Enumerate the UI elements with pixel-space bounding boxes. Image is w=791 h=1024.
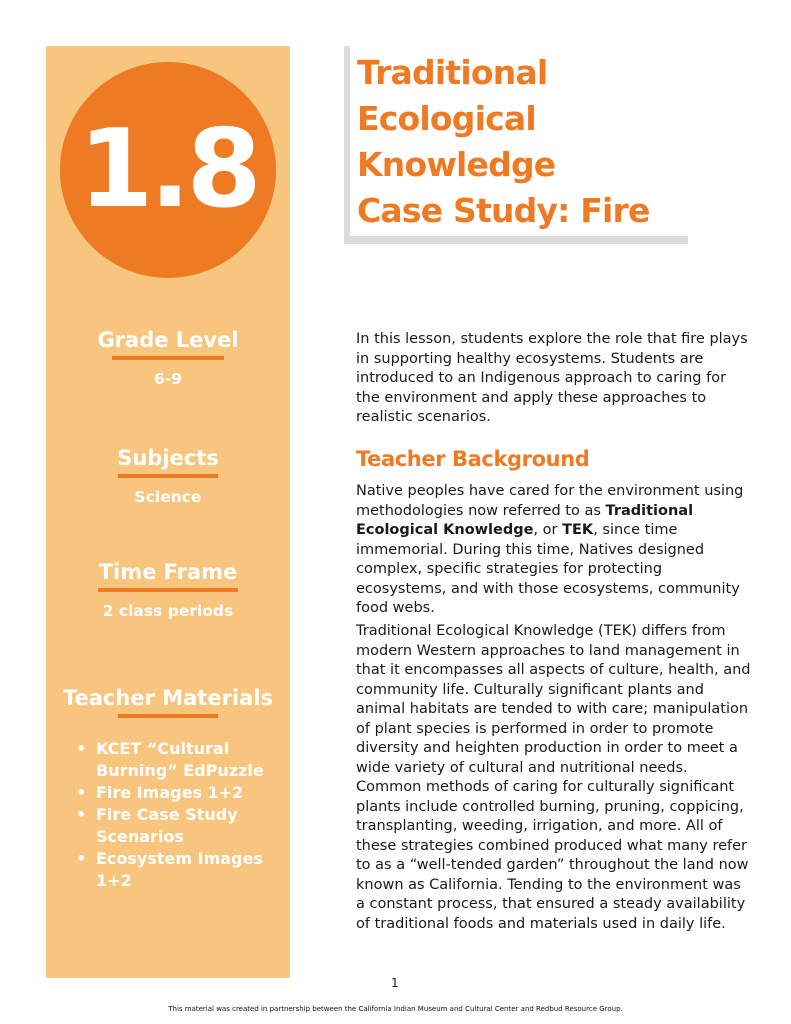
bullet-icon: • (76, 849, 87, 868)
list-item: • Ecosystem Images 1+2 (76, 849, 263, 890)
list-item: • KCET “Cultural Burning” EdPuzzle (76, 739, 264, 780)
lesson-number: 1.8 (78, 107, 258, 232)
background-paragraph-2: Traditional Ecological Knowledge (TEK) differs from modern Western approaches to land management in that it encompasses all aspects of culture, health, and community life. Culturally significant plants and animal habitats are tended to with care; manipulation of plant species is performed in order to promote diversity and heighten production in order to meet a wide variety of cultural and nutritional needs. Common methods of caring for culturally significant plants include controlled burning, pruning, coppicing, transplanting, weeding, irrigation, and more. All of these strategies combined produced what many refer to as a “well-tended garden” throughout the land now known as California. Tending to the environment was a constant process, that ensured a steady availability of traditional foods and materials used in daily life. (356, 623, 751, 932)
title-line: Traditional (357, 53, 548, 92)
bullet-icon: • (76, 783, 87, 802)
grade-level-heading: Grade Level (97, 328, 239, 352)
grade-level-value: 6-9 (153, 370, 182, 388)
time-frame-heading: Time Frame (98, 560, 238, 584)
subjects-heading: Subjects (117, 446, 219, 470)
teacher-background-heading: Teacher Background (356, 447, 590, 471)
subjects-value: Science (134, 488, 202, 506)
intro-paragraph: In this lesson, students explore the role that fire plays in supporting healthy ecosystems. Students are introduced to an Indigenous approach to caring for the environment and apply these approaches to realistic scenarios. (356, 331, 748, 425)
divider (98, 588, 238, 592)
divider (118, 714, 218, 718)
list-item: • Fire Case Study Scenarios (76, 805, 238, 846)
tek-abbreviation: TEK (562, 522, 594, 538)
title-line: Ecological (357, 99, 536, 138)
subjects-block (46, 446, 290, 506)
lesson-number-badge (60, 62, 276, 278)
tek-term: Traditional Ecological Knowledge (356, 502, 694, 538)
title-line: Knowledge (357, 145, 556, 184)
page-title (357, 50, 687, 234)
page-number: 1 (391, 976, 399, 990)
grade-level-block (46, 328, 290, 388)
time-frame-value: 2 class periods (102, 602, 234, 620)
teacher-materials-heading: Teacher Materials (62, 686, 274, 710)
footer-credit: This material was created in partnership between the California Indian Museum and Cultural Center and Redbud Resource Group. (168, 1005, 623, 1013)
bullet-icon: • (76, 739, 87, 758)
background-paragraph-1: Native peoples have cared for the environment using methodologies now referred to as Traditional Ecological Knowledge, or TEK, since time immemorial. During this time, Natives designed complex, specific strategies for protecting ecosystems, and with those ecosystems, community food webs. (356, 483, 744, 616)
list-item: • Fire Images 1+2 (76, 783, 244, 802)
bullet-icon: • (76, 805, 87, 824)
teacher-materials-block (46, 686, 290, 728)
title-line: Case Study: Fire (357, 191, 650, 230)
divider (118, 474, 218, 478)
divider (112, 356, 224, 360)
teacher-materials-list (72, 738, 282, 892)
time-frame-block (46, 560, 290, 620)
